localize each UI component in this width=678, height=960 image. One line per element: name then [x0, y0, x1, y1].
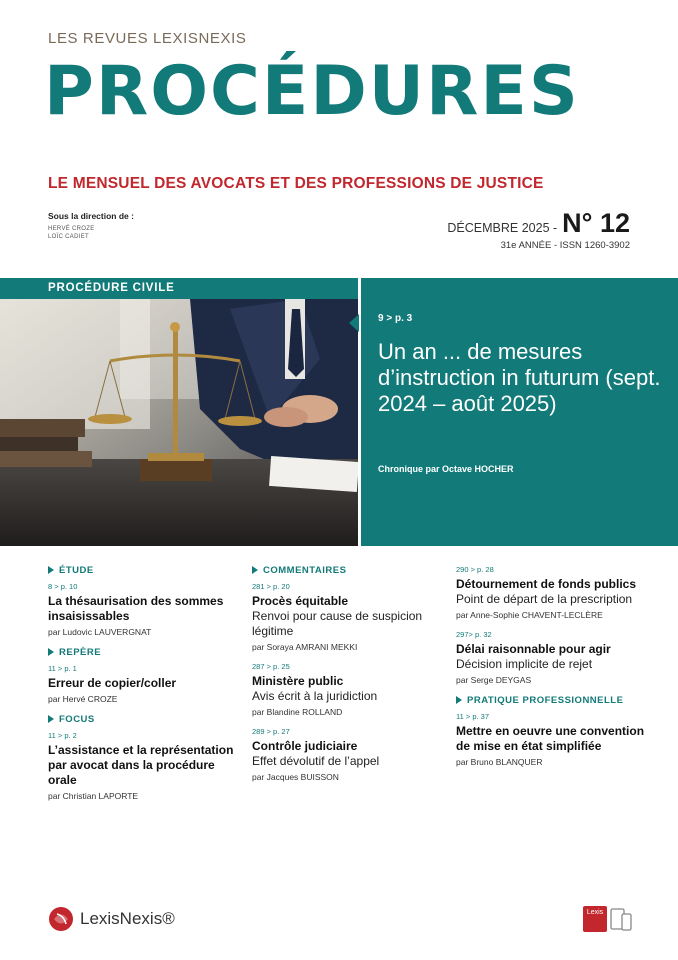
triangle-icon: [456, 696, 462, 704]
entry-subtitle: Renvoi pour cause de suspicion légitime: [252, 609, 423, 638]
entry-title: La thésaurisation des sommes insaisissables: [48, 594, 224, 623]
entry-title: Erreur de copier/coller: [48, 676, 177, 690]
triangle-icon: [48, 648, 54, 656]
entry-title: Délai raisonnable pour agir: [456, 642, 611, 656]
logo-text: LexisNexis®: [80, 909, 175, 928]
feature-ref: 9 > p. 3: [378, 313, 413, 324]
entry-ref: 281 > p. 20: [252, 582, 290, 591]
direction-block: [48, 211, 134, 241]
direction-label: Sous la direction de :: [48, 211, 134, 221]
triangle-icon: [48, 566, 54, 574]
toc-column: [456, 565, 646, 777]
entry-author: par Christian LAPORTE: [48, 791, 139, 801]
section-heading: PRATIQUE PROFESSIONNELLE: [456, 695, 646, 706]
toc-entry[interactable]: [456, 565, 646, 620]
feature-panel: [361, 278, 678, 546]
lexisnexis-logo: [48, 906, 175, 932]
entry-author: par Serge DEYGAS: [456, 675, 532, 685]
toc-column: [48, 565, 238, 811]
entry-author: par Blandine ROLLAND: [252, 707, 343, 717]
section-heading: COMMENTAIRES: [252, 565, 442, 576]
entry-ref: 290 > p. 28: [456, 565, 494, 574]
entry-author: par Bruno BLANQUER: [456, 757, 543, 767]
toc-entry[interactable]: [252, 582, 442, 652]
toc-entry[interactable]: [48, 731, 238, 801]
toc-entry[interactable]: [48, 582, 238, 637]
entry-subtitle: Point de départ de la prescription: [456, 592, 633, 606]
issue-block: [447, 208, 630, 251]
issue-number: N° 12: [562, 208, 630, 238]
entry-ref: 11 > p. 1: [48, 664, 77, 673]
director-name: LOÏC CADIET: [48, 234, 89, 240]
entry-title: Détournement de fonds publics: [456, 577, 637, 591]
lexisnexis-logo-icon: [48, 906, 74, 932]
entry-subtitle: Décision implicite de rejet: [456, 657, 593, 671]
entry-ref: 11 > p. 37: [456, 712, 490, 721]
entry-title: Mettre en oeuvre une convention de mise en état simplifiée: [456, 724, 645, 753]
entry-ref: 8 > p. 10: [48, 582, 78, 591]
toc-entry[interactable]: [252, 727, 442, 782]
entry-ref: 287 > p. 25: [252, 662, 290, 671]
section-heading: REPÈRE: [48, 647, 238, 658]
devices-icon: [610, 906, 632, 932]
section-heading: FOCUS: [48, 714, 238, 725]
feature-section-tag: PROCÉDURE CIVILE: [0, 278, 358, 299]
magazine-title: PROCÉDURES: [44, 52, 580, 131]
entry-ref: 289 > p. 27: [252, 727, 290, 736]
entry-title: Contrôle judiciaire: [252, 739, 358, 753]
toc-column: [252, 565, 442, 792]
entry-subtitle: Effet dévolutif de l’appel: [252, 754, 380, 768]
toc-entry[interactable]: [456, 630, 646, 685]
feature-photo: [0, 299, 358, 546]
entry-title: Procès équitable: [252, 594, 349, 608]
magazine-subtitle: LE MENSUEL DES AVOCATS ET DES PROFESSIONS DE JUSTICE: [48, 175, 544, 192]
issue-date: DÉCEMBRE 2025 -: [447, 221, 558, 235]
toc-entry[interactable]: [252, 662, 442, 717]
director-name: HERVÉ CROZE: [48, 226, 95, 232]
triangle-icon: [48, 715, 54, 723]
feature-band: [0, 278, 678, 546]
entry-author: par Hervé CROZE: [48, 694, 118, 704]
feature-notch: [349, 314, 359, 332]
entry-ref: 297> p. 32: [456, 630, 492, 639]
lexis-badge: Lexis: [583, 906, 607, 932]
toc-entry[interactable]: [456, 712, 646, 767]
issue-info: 31e ANNÉE - ISSN 1260-3902: [500, 240, 630, 251]
entry-author: par Soraya AMRANI MEKKI: [252, 642, 358, 652]
entry-title: L’assistance et la représentation par avocat dans la procédure orale: [48, 743, 234, 787]
entry-ref: 11 > p. 2: [48, 731, 77, 740]
entry-author: par Ludovic LAUVERGNAT: [48, 627, 152, 637]
entry-author: par Anne-Sophie CHAVENT-LECLÈRE: [456, 610, 603, 620]
series-name: LES REVUES LEXISNEXIS: [48, 30, 247, 47]
feature-headline: Un an ... de mesures d’instruction in futurum (sept. 2024 – août 2025): [378, 339, 661, 416]
feature-byline: Chronique par Octave HOCHER: [378, 464, 514, 474]
entry-subtitle: Avis écrit à la juridiction: [252, 689, 378, 703]
triangle-icon: [252, 566, 258, 574]
entry-author: par Jacques BUISSON: [252, 772, 339, 782]
entry-title: Ministère public: [252, 674, 344, 688]
section-heading: ÉTUDE: [48, 565, 238, 576]
toc-entry[interactable]: [48, 664, 238, 704]
